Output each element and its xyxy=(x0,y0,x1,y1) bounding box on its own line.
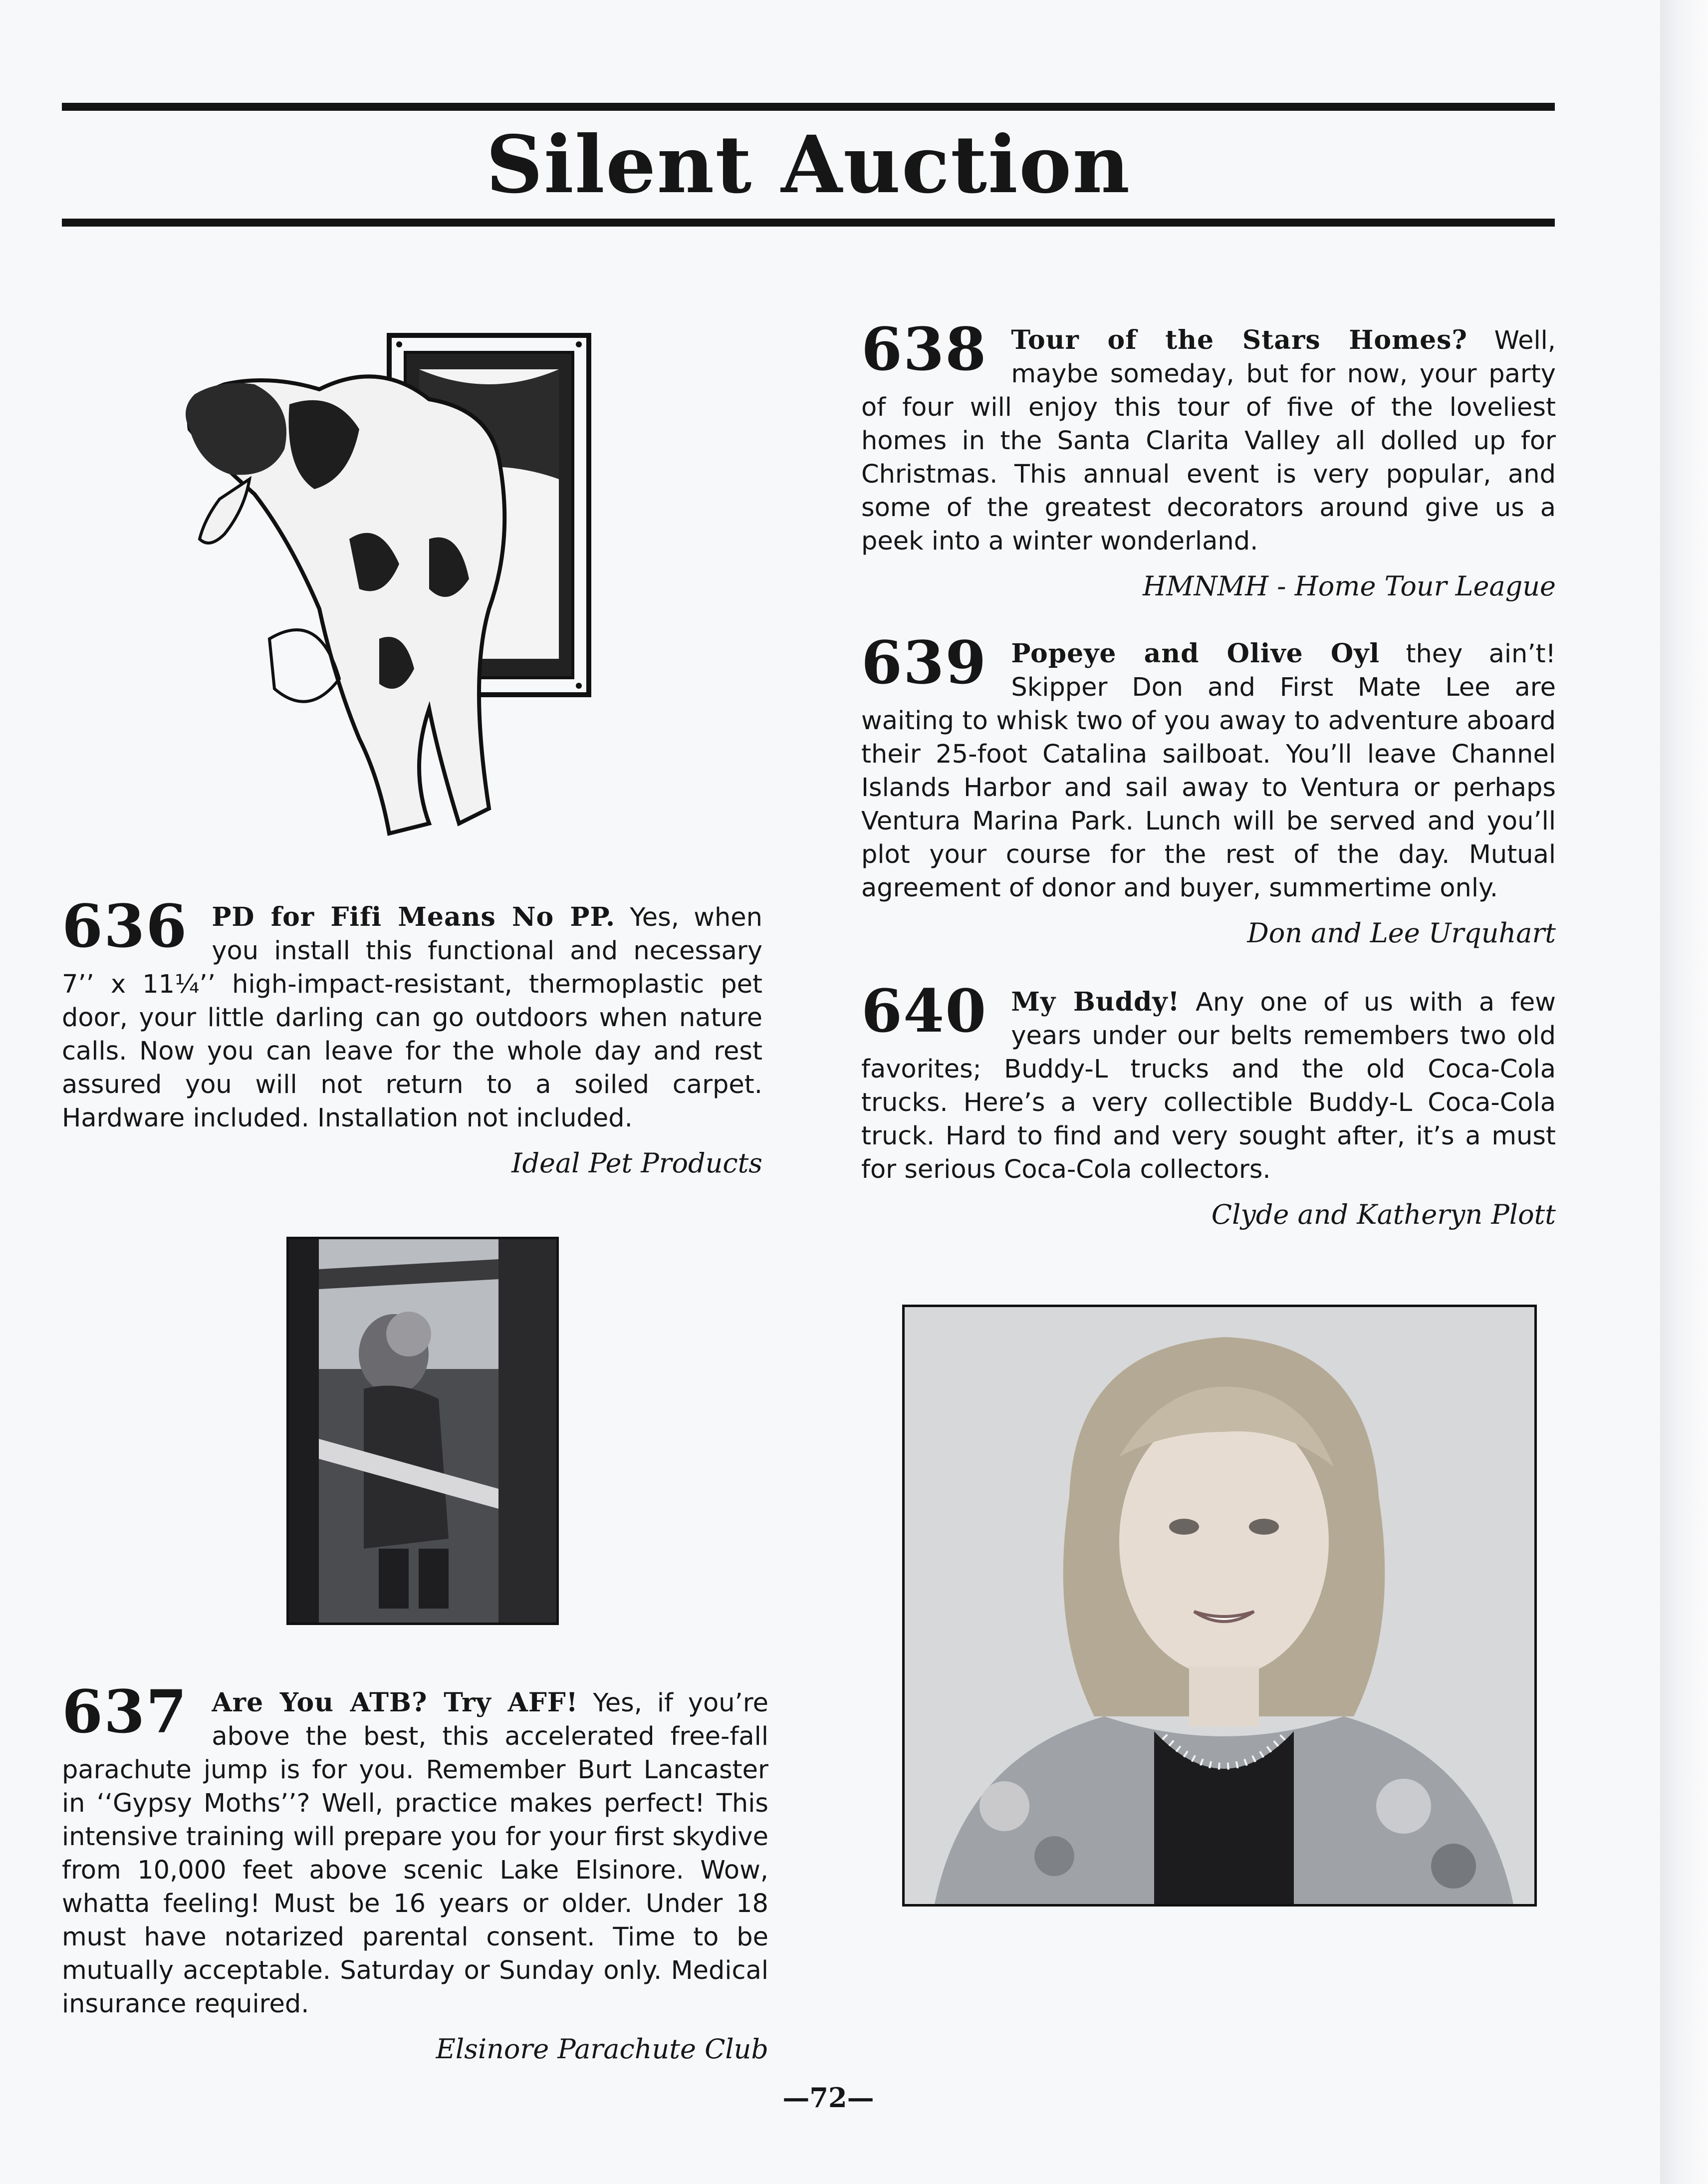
item-number: 637 xyxy=(62,1677,188,1746)
dog-pet-door-illustration xyxy=(170,329,659,853)
portrait-photo xyxy=(902,1305,1537,1907)
page-number: —72— xyxy=(782,2082,874,2114)
parachute-photo xyxy=(286,1237,559,1625)
item-number: 638 xyxy=(861,314,987,384)
title-rule-bottom xyxy=(62,219,1555,227)
item-donor: Don and Lee Urquhart xyxy=(1247,917,1556,949)
item-donor: Elsinore Parachute Club xyxy=(436,2033,768,2065)
item-text: Any one of us with a few years under our belts remembers two old favorites; Buddy-L trucks and the old Coca-Cola trucks. Here’s a very collectible Buddy-L Coca-Cola truck. Hard to find and very sought after, it’s a must for serious Coca-Cola collectors. xyxy=(861,988,1556,1184)
auction-item-637 xyxy=(62,1677,768,2067)
page-title: Silent Auction xyxy=(486,119,1131,211)
auction-item-636 xyxy=(62,891,762,1181)
item-donor: HMNMH - Home Tour League xyxy=(1143,570,1556,602)
item-text: Yes, when you install this functional and necessary 7’’ x 11¼’’ high-impact-resistant, thermoplastic pet door, your little darling can go outdoors when nature calls. Now you can leave for the whole day and rest assured you will not return to a soiled carpet. Hardware included. Installation not included. xyxy=(62,903,762,1133)
item-headline: Tour of the Stars Homes? xyxy=(1011,325,1467,355)
item-text: Yes, if you’re above the best, this accelerated free-fall parachute jump is for you. Remember Burt Lancaster in ‘‘Gypsy Moths’’? Well, practice makes perfect! This intensive training will prepare you for your first skydive from 10,000 feet above scenic Lake Elsinore. Wow, whatta feeling! Must be 16 years or older. Under 18 must have notarized parental consent. Time to be mutually acceptable. Saturday or Sunday only. Medical insurance required. xyxy=(62,1688,768,2019)
item-headline: Are You ATB? Try AFF! xyxy=(212,1687,578,1718)
auction-item-638 xyxy=(861,314,1556,604)
page-edge-shadow xyxy=(1660,0,1708,2184)
item-text: Well, maybe someday, but for now, your party of four will enjoy this tour of five of the loveliest homes in the Santa Clarita Valley all dolled up for Christmas. This annual event is very popular, and some of the greatest decorators around give us a peek into a winter wonderland. xyxy=(861,326,1556,556)
item-headline: My Buddy! xyxy=(1011,987,1180,1017)
item-number: 636 xyxy=(62,891,188,961)
item-donor: Clyde and Katheryn Plott xyxy=(1211,1199,1556,1230)
item-number: 640 xyxy=(861,976,987,1046)
item-headline: PD for Fifi Means No PP. xyxy=(212,902,616,932)
auction-item-639 xyxy=(861,628,1556,951)
auction-item-640 xyxy=(861,976,1556,1232)
item-text: they ain’t! Skipper Don and First Mate Lee are waiting to whisk two of you away to adventure aboard their 25-foot Catalina sailboat. You’ll leave Channel Islands Harbor and sail away to Ventura or perhaps Ventura Marina Park. Lunch will be served and you’ll plot your course for the rest of the day. Mutual agreement of donor and buyer, summertime only. xyxy=(861,639,1556,903)
item-number: 639 xyxy=(861,628,987,697)
item-headline: Popeye and Olive Oyl xyxy=(1011,638,1380,669)
title-rule-top xyxy=(62,103,1555,111)
item-donor: Ideal Pet Products xyxy=(511,1147,762,1179)
